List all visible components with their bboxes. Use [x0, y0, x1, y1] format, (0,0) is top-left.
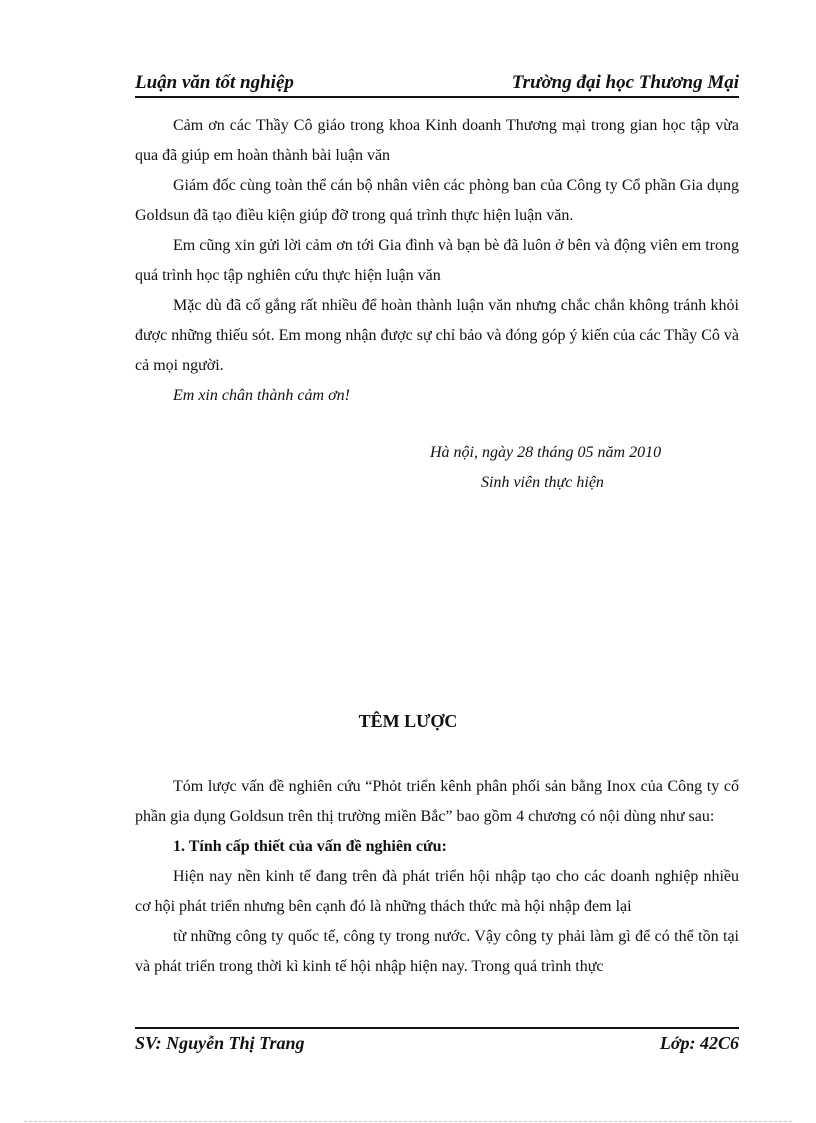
summary-body — [135, 772, 739, 982]
summary-intro: Tóm lược vấn đề nghiên cứu “Phỏt triển kênh phân phối sản bằng Inox của Công ty cổ phần gia dụng Goldsun trên thị trường miền Bắc” bao gồm 4 chương có nội dùng như sau: — [135, 778, 739, 825]
ack-paragraph-3: Em cũng xin gửi lời cảm ơn tới Gia đình và bạn bè đã luôn ở bên và động viên em trong quá trình học tập nghiên cứu thực hiện luận văn — [135, 237, 739, 284]
header-university: Trường đại học Thương Mại — [511, 72, 739, 93]
summary-title: TÊM LƯỢC — [358, 711, 458, 731]
page-bottom-edge — [24, 1121, 792, 1122]
summary-paragraph-2: từ những công ty quốc tế, công ty trong nước. Vậy công ty phải làm gì để có thể tồn tại và phát triển trong thời kì kinh tế hội nhập hiện nay. Trong quá trình thực — [135, 928, 739, 975]
thanks-line: Em xin chân thành cảm ơn! — [173, 387, 350, 404]
footer-class: Lớp: 42C6 — [659, 1033, 739, 1053]
ack-paragraph-1: Cảm ơn các Thầy Cô giáo trong khoa Kinh doanh Thương mại trong gian học tập vừa qua đã giúp em hoàn thành bài luận văn — [135, 117, 739, 164]
page-footer — [135, 1027, 739, 1059]
page-header — [135, 70, 739, 98]
section-heading: 1. Tính cấp thiết của vấn đề nghiên cứu: — [173, 838, 447, 855]
header-thesis-label: Luận văn tốt nghiệp — [135, 72, 294, 93]
signature-role: Sinh viên thực hiện — [481, 474, 604, 491]
signature-date: Hà nội, ngày 28 tháng 05 năm 2010 — [430, 444, 662, 461]
summary-paragraph-1: Hiện nay nền kinh tế đang trên đà phát triển hội nhập tạo cho các doanh nghiệp nhiều cơ hội phát triển nhưng bên cạnh đó là những thách thức mà hội nhập đem lại — [135, 868, 739, 915]
ack-paragraph-2: Giám đốc cùng toàn thể cán bộ nhân viên các phòng ban của Công ty Cổ phần Gia dụng Goldsun đã tạo điều kiện giúp đỡ trong quá trình thực hiện luận văn. — [135, 177, 739, 224]
signature-block — [430, 438, 730, 498]
acknowledgements — [135, 111, 739, 411]
ack-paragraph-4: Mặc dù đã cố gắng rất nhiều để hoàn thành luận văn nhưng chắc chắn không tránh khỏi được những thiếu sót. Em mong nhận được sự chỉ bảo và đóng góp ý kiến của các Thầy Cô và cả mọi người. — [135, 297, 739, 374]
footer-student: SV: Nguyễn Thị Trang — [135, 1033, 305, 1053]
